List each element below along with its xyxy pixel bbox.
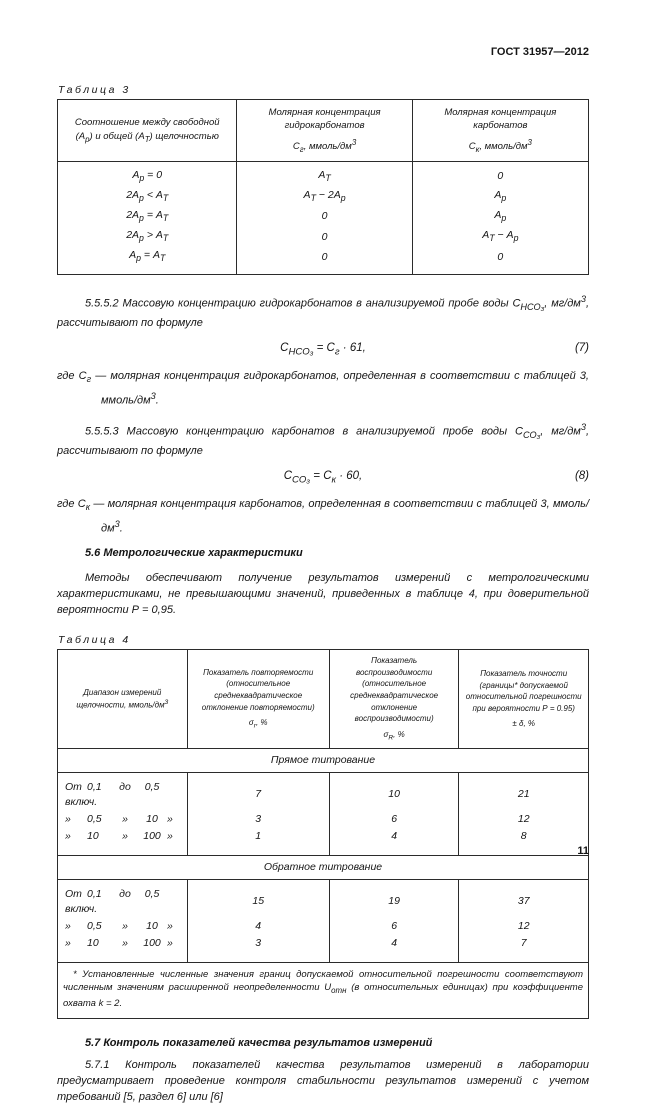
range-part: » <box>65 936 71 949</box>
range-part: » <box>65 812 71 825</box>
table4-header-row <box>58 650 589 749</box>
table-3 <box>57 99 589 275</box>
value-cell: 7 <box>187 772 329 811</box>
range-part: 0,5 <box>87 812 102 825</box>
table-4 <box>57 649 589 1019</box>
range-part: 0,1 <box>87 887 102 900</box>
table-row <box>58 918 589 935</box>
heading-5-6: 5.6 Метрологические характеристики <box>85 547 303 560</box>
table3-cell: $2A_р < A_Т$ <box>58 187 237 207</box>
table4-header-repeatability-text: Показатель повторяемости (относительное среднеквадратическое отклонение повторяемости) <box>201 667 315 712</box>
table4-header-accuracy <box>459 650 589 749</box>
value-cell: 6 <box>329 811 459 828</box>
value-cell: 21 <box>459 772 589 811</box>
formula-7-number: (7) <box>574 342 589 355</box>
table-row <box>58 879 589 918</box>
table3-header-ratio-text: Соотношение между свободной $(A_р)$ и общей $(A_Т)$ щелочностью <box>74 117 220 144</box>
range-part: От <box>65 780 82 793</box>
range-part: От <box>65 887 82 900</box>
table3-cell: $A_Т - A_р$ <box>412 227 588 247</box>
paragraph-5-5-5-3: 5.5.5.3 Массовую концентрацию карбонатов в анализируемой пробе воды $C_{СО_3}$, $мг/дм^3$, рассчитывают по формуле <box>57 422 589 458</box>
range-part: » <box>122 919 128 932</box>
table4-footnote-row <box>58 962 589 1018</box>
table-row <box>58 207 589 227</box>
value-cell: 7 <box>459 935 589 963</box>
table4-footnote: * Установленные численные значения границ допускаемой относительной погрешности соответствуют численным значениям расширенной неопределенности $U_{отн}$ (в относительных единицах) при коэффициенте охвата k = 2. <box>58 962 589 1018</box>
value-cell: 4 <box>329 935 459 963</box>
table-row <box>58 227 589 247</box>
paragraph-where-8: где $C_к$ — молярная концентрация карбонатов, определенная в соответствии с таблицей 3, ммоль/$дм^3$. <box>57 498 590 535</box>
range-part: » <box>122 812 128 825</box>
value-cell: 3 <box>187 935 329 963</box>
value-cell: 10 <box>329 772 459 811</box>
range-part: 0,5 <box>144 887 160 900</box>
range-part: включ. <box>65 795 98 808</box>
range-part: 100 <box>143 829 161 842</box>
range-part: » <box>122 936 128 949</box>
table4-header-repeatability-symbol: $\sigma_r$, % <box>248 718 268 730</box>
table4-caption: Таблица 4 <box>58 634 131 647</box>
value-cell: 4 <box>329 828 459 856</box>
table3-cell: 0 <box>412 247 588 275</box>
range-cell <box>58 828 188 856</box>
formula-8 <box>57 470 589 485</box>
table4-header-reproducibility <box>329 650 459 749</box>
range-cell <box>58 772 188 811</box>
table-row <box>58 811 589 828</box>
page-number: 11 <box>577 845 589 857</box>
range-part: » <box>65 919 71 932</box>
range-cell <box>58 918 188 935</box>
table3-header-hydrocarbonate-symbol: $C_г$, ммоль/$дм^3$ <box>292 137 357 154</box>
table-row <box>58 187 589 207</box>
range-part: 10 <box>146 919 158 932</box>
table4-header-reproducibility-symbol: $\sigma_R$, % <box>383 729 405 742</box>
range-part: 0,5 <box>144 780 160 793</box>
formula-8-number: (8) <box>574 470 589 483</box>
range-part: до <box>119 887 131 900</box>
value-cell: 3 <box>187 811 329 828</box>
table3-cell: 0 <box>237 247 412 275</box>
table3-cell: $A_р = 0$ <box>58 161 237 187</box>
value-cell: 4 <box>187 918 329 935</box>
table4-header-accuracy-text: Показатель точности (границы* допускаемой относительной погрешности при вероятности Р = 0.95) <box>465 669 582 713</box>
document-number: ГОСТ 31957—2012 <box>490 46 589 58</box>
paragraph-5-6: Методы обеспечивают получение результатов измерений с метрологическими характеристиками, не превышающими значений, приведенных в таблице 4, при доверительной вероятности Р = 0,95. <box>57 572 589 617</box>
value-cell: 19 <box>329 879 459 918</box>
value-cell: 12 <box>459 918 589 935</box>
table3-header-carbonate-text: Молярная концентрация карбонатов <box>444 107 557 132</box>
table3-cell: $A_р$ <box>412 207 588 227</box>
value-cell: 8 <box>459 828 589 856</box>
paragraph-5-7-1: 5.7.1 Контроль показателей качества результатов измерений в лаборатории предусматривает проведение контроля стабильности результатов измерений с учетом требований [5, раздел 6] или [6] <box>57 1058 589 1103</box>
range-part: » <box>167 919 173 932</box>
table-row <box>58 935 589 963</box>
range-part: 10 <box>87 936 99 949</box>
table-row <box>58 772 589 811</box>
value-cell: 37 <box>459 879 589 918</box>
value-cell: 15 <box>187 879 329 918</box>
section-title-direct-titration <box>58 748 589 772</box>
table3-cell: 0 <box>412 161 588 187</box>
formula-8-expression: $C_{СО_3} = C_к \cdot 60$, <box>283 470 363 486</box>
heading-5-7: 5.7 Контроль показателей качества результатов измерений <box>85 1036 433 1049</box>
table3-header-hydrocarbonate-text: Молярная концентрация гидрокарбонатов <box>268 107 381 132</box>
table4-header-reproducibility-text: Показатель воспроизводимости (относительное среднеквадратическое отклонение воспроизводимости) <box>350 656 439 724</box>
formula-7-expression: $C_{НСО_3} = C_г \cdot 61$, <box>280 342 366 358</box>
table-row <box>58 247 589 275</box>
table3-header-hydrocarbonate <box>237 100 412 162</box>
table3-cell: $A_р = A_Т$ <box>58 247 237 275</box>
paragraph-where-7: где $C_г$ — молярная концентрация гидрокарбонатов, определенная в соответствии с таблицей 3, ммоль/$дм^3$. <box>57 370 589 407</box>
table-row <box>58 828 589 856</box>
range-part: » <box>167 829 173 842</box>
table4-header-range <box>58 650 188 749</box>
range-part: 0,5 <box>87 919 102 932</box>
table3-cell: 0 <box>237 227 412 247</box>
range-part: 10 <box>87 829 99 842</box>
table3-cell: $2A_р > A_Т$ <box>58 227 237 247</box>
table4-header-repeatability <box>187 650 329 749</box>
table-row <box>58 161 589 187</box>
paragraph-5-5-5-2: 5.5.5.2 Массовую концентрацию гидрокарбонатов в анализируемой пробе воды $C_{НСО_3}$, $мг/дм^3$, рассчитывают по формуле <box>57 294 589 330</box>
range-part: 100 <box>143 936 161 949</box>
table3-header-ratio <box>58 100 237 162</box>
value-cell: 1 <box>187 828 329 856</box>
range-part: » <box>167 936 173 949</box>
section-title-text: Прямое титрование <box>58 748 589 772</box>
range-part: включ. <box>65 902 98 915</box>
range-part: » <box>167 812 173 825</box>
range-cell <box>58 935 188 963</box>
table3-cell: $A_Т$ <box>237 161 412 187</box>
range-part: 10 <box>146 812 158 825</box>
table3-header-carbonate <box>412 100 588 162</box>
table3-header-row <box>58 100 589 162</box>
table3-cell: 0 <box>237 207 412 227</box>
range-part: » <box>122 829 128 842</box>
section-title-back-titration <box>58 855 589 879</box>
table4-header-range-text: Диапазон измерений щелочности, ммоль/$дм^3$ <box>76 687 169 710</box>
table3-cell: $A_р$ <box>412 187 588 207</box>
range-part: » <box>65 829 71 842</box>
range-part: 0,1 <box>87 780 102 793</box>
section-title-text: Обратное титрование <box>58 855 589 879</box>
range-cell <box>58 811 188 828</box>
range-part: до <box>119 780 131 793</box>
table4-header-accuracy-symbol: ± δ, % <box>512 719 536 729</box>
table3-caption: Таблица 3 <box>58 84 131 96</box>
formula-7 <box>57 342 589 357</box>
value-cell: 12 <box>459 811 589 828</box>
table3-header-carbonate-symbol: $C_к$, ммоль/$дм^3$ <box>468 137 532 154</box>
range-cell <box>58 879 188 918</box>
value-cell: 6 <box>329 918 459 935</box>
table3-cell: $2A_р = A_Т$ <box>58 207 237 227</box>
table3-cell: $A_Т - 2A_р$ <box>237 187 412 207</box>
